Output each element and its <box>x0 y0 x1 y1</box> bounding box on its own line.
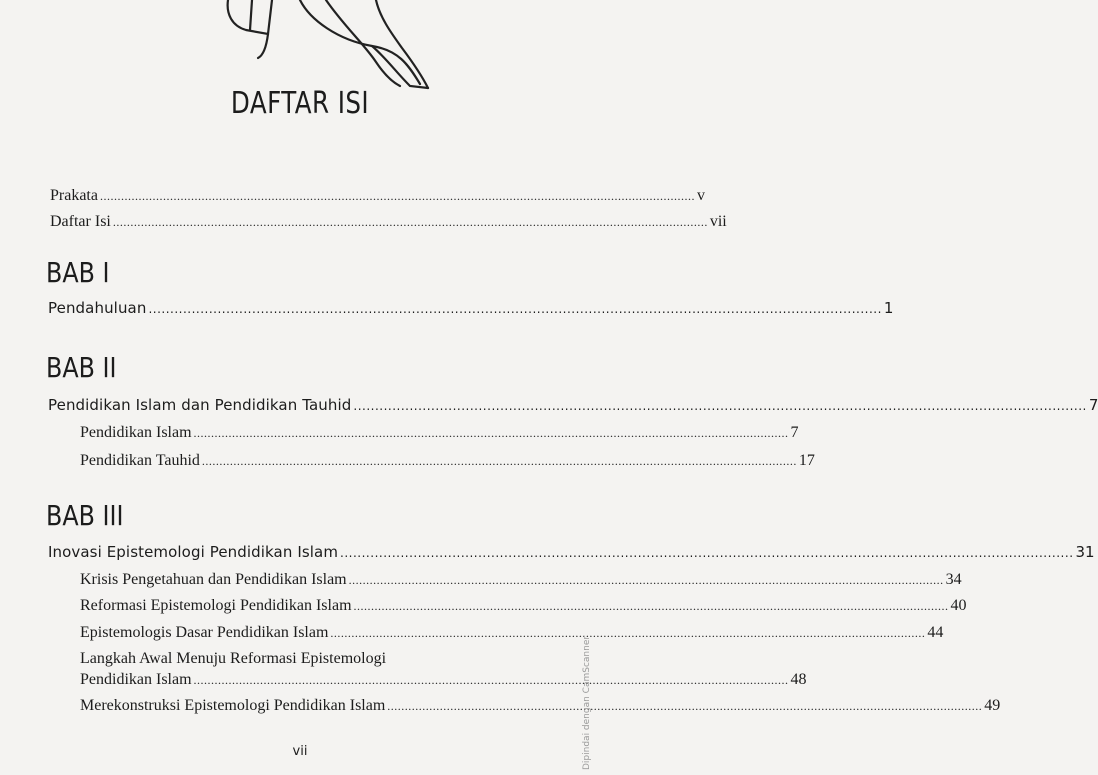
toc-page-number: 17 <box>798 452 815 469</box>
leader-dots: .......................................................................................................................................................................... <box>353 399 1087 413</box>
toc-label: Pendahuluan <box>48 299 147 317</box>
toc-entry-pendidikan-islam[interactable] <box>80 424 799 442</box>
toc-page-number: 44 <box>927 624 944 641</box>
leader-dots: .......................................................................................................................................................................... <box>193 426 789 440</box>
leader-dots: .......................................................................................................................................................................... <box>340 546 1074 560</box>
toc-entry-krisis-pengetahuan[interactable] <box>80 571 962 589</box>
toc-entry-daftar-isi[interactable] <box>50 213 727 231</box>
chapter-heading-bab-3: BAB III <box>46 499 124 532</box>
toc-label: Pendidikan Islam <box>80 424 192 441</box>
scanner-watermark <box>582 620 596 770</box>
toc-entry-chapter-3[interactable] <box>48 543 1095 561</box>
toc-label: Daftar Isi <box>50 213 111 230</box>
chapter-heading-bab-1: BAB I <box>46 256 110 289</box>
toc-page-number: vii <box>709 213 727 230</box>
toc-label: Pendidikan Islam dan Pendidikan Tauhid <box>48 396 352 414</box>
toc-page-number: 48 <box>790 671 807 688</box>
toc-label: Epistemologis Dasar Pendidikan Islam <box>80 624 329 641</box>
leader-dots: .......................................................................................................................................................................... <box>353 599 949 613</box>
chapter-heading-bab-2: BAB II <box>46 351 117 384</box>
toc-label-line1: Langkah Awal Menuju Reformasi Epistemologi <box>80 650 387 667</box>
toc-entry-reformasi-epistemologi[interactable] <box>80 597 967 615</box>
leader-dots: .......................................................................................................................................................................... <box>112 215 708 229</box>
page-title: DAFTAR ISI <box>230 86 370 121</box>
leader-dots: .......................................................................................................................................................................... <box>330 626 926 640</box>
toc-page-number: 7 <box>790 424 799 441</box>
toc-page-number: 1 <box>883 299 894 317</box>
toc-entry-prakata[interactable] <box>50 187 705 205</box>
leader-dots: .......................................................................................................................................................................... <box>193 673 789 687</box>
toc-page-number: 34 <box>945 571 962 588</box>
toc-page-number: 49 <box>984 697 1001 714</box>
toc-page-number: 31 <box>1075 543 1095 561</box>
page-folio: vii <box>292 744 308 759</box>
decorative-illustration <box>0 0 600 90</box>
toc-page-number: 40 <box>950 597 967 614</box>
leader-dots: .......................................................................................................................................................................... <box>387 699 983 713</box>
toc-entry-chapter-2[interactable] <box>48 396 1098 414</box>
toc-entry-epistemologis-dasar[interactable] <box>80 624 944 642</box>
toc-label: Merekonstruksi Epistemologi Pendidikan Islam <box>80 697 386 714</box>
leader-dots: .......................................................................................................................................................................... <box>348 573 944 587</box>
toc-label: Pendidikan Tauhid <box>80 452 200 469</box>
toc-entry-merekonstruksi[interactable] <box>80 697 1001 715</box>
toc-entry-chapter-1[interactable] <box>48 299 894 317</box>
toc-entry-pendidikan-tauhid[interactable] <box>80 452 815 470</box>
toc-entry-langkah-awal[interactable] <box>80 671 807 689</box>
toc-label: Krisis Pengetahuan dan Pendidikan Islam <box>80 571 347 588</box>
toc-page-number: 7 <box>1088 396 1098 414</box>
leader-dots: .......................................................................................................................................................................... <box>201 454 797 468</box>
watermark-text: Dipindai dengan CamScanner <box>582 635 592 770</box>
leader-dots: .......................................................................................................................................................................... <box>99 189 695 203</box>
toc-label: Reformasi Epistemologi Pendidikan Islam <box>80 597 352 614</box>
toc-page-number: v <box>696 187 705 204</box>
leader-dots: .......................................................................................................................................................................... <box>148 302 882 316</box>
toc-label: Inovasi Epistemologi Pendidikan Islam <box>48 543 339 561</box>
toc-label: Prakata <box>50 187 98 204</box>
toc-label: Pendidikan Islam <box>80 671 192 688</box>
